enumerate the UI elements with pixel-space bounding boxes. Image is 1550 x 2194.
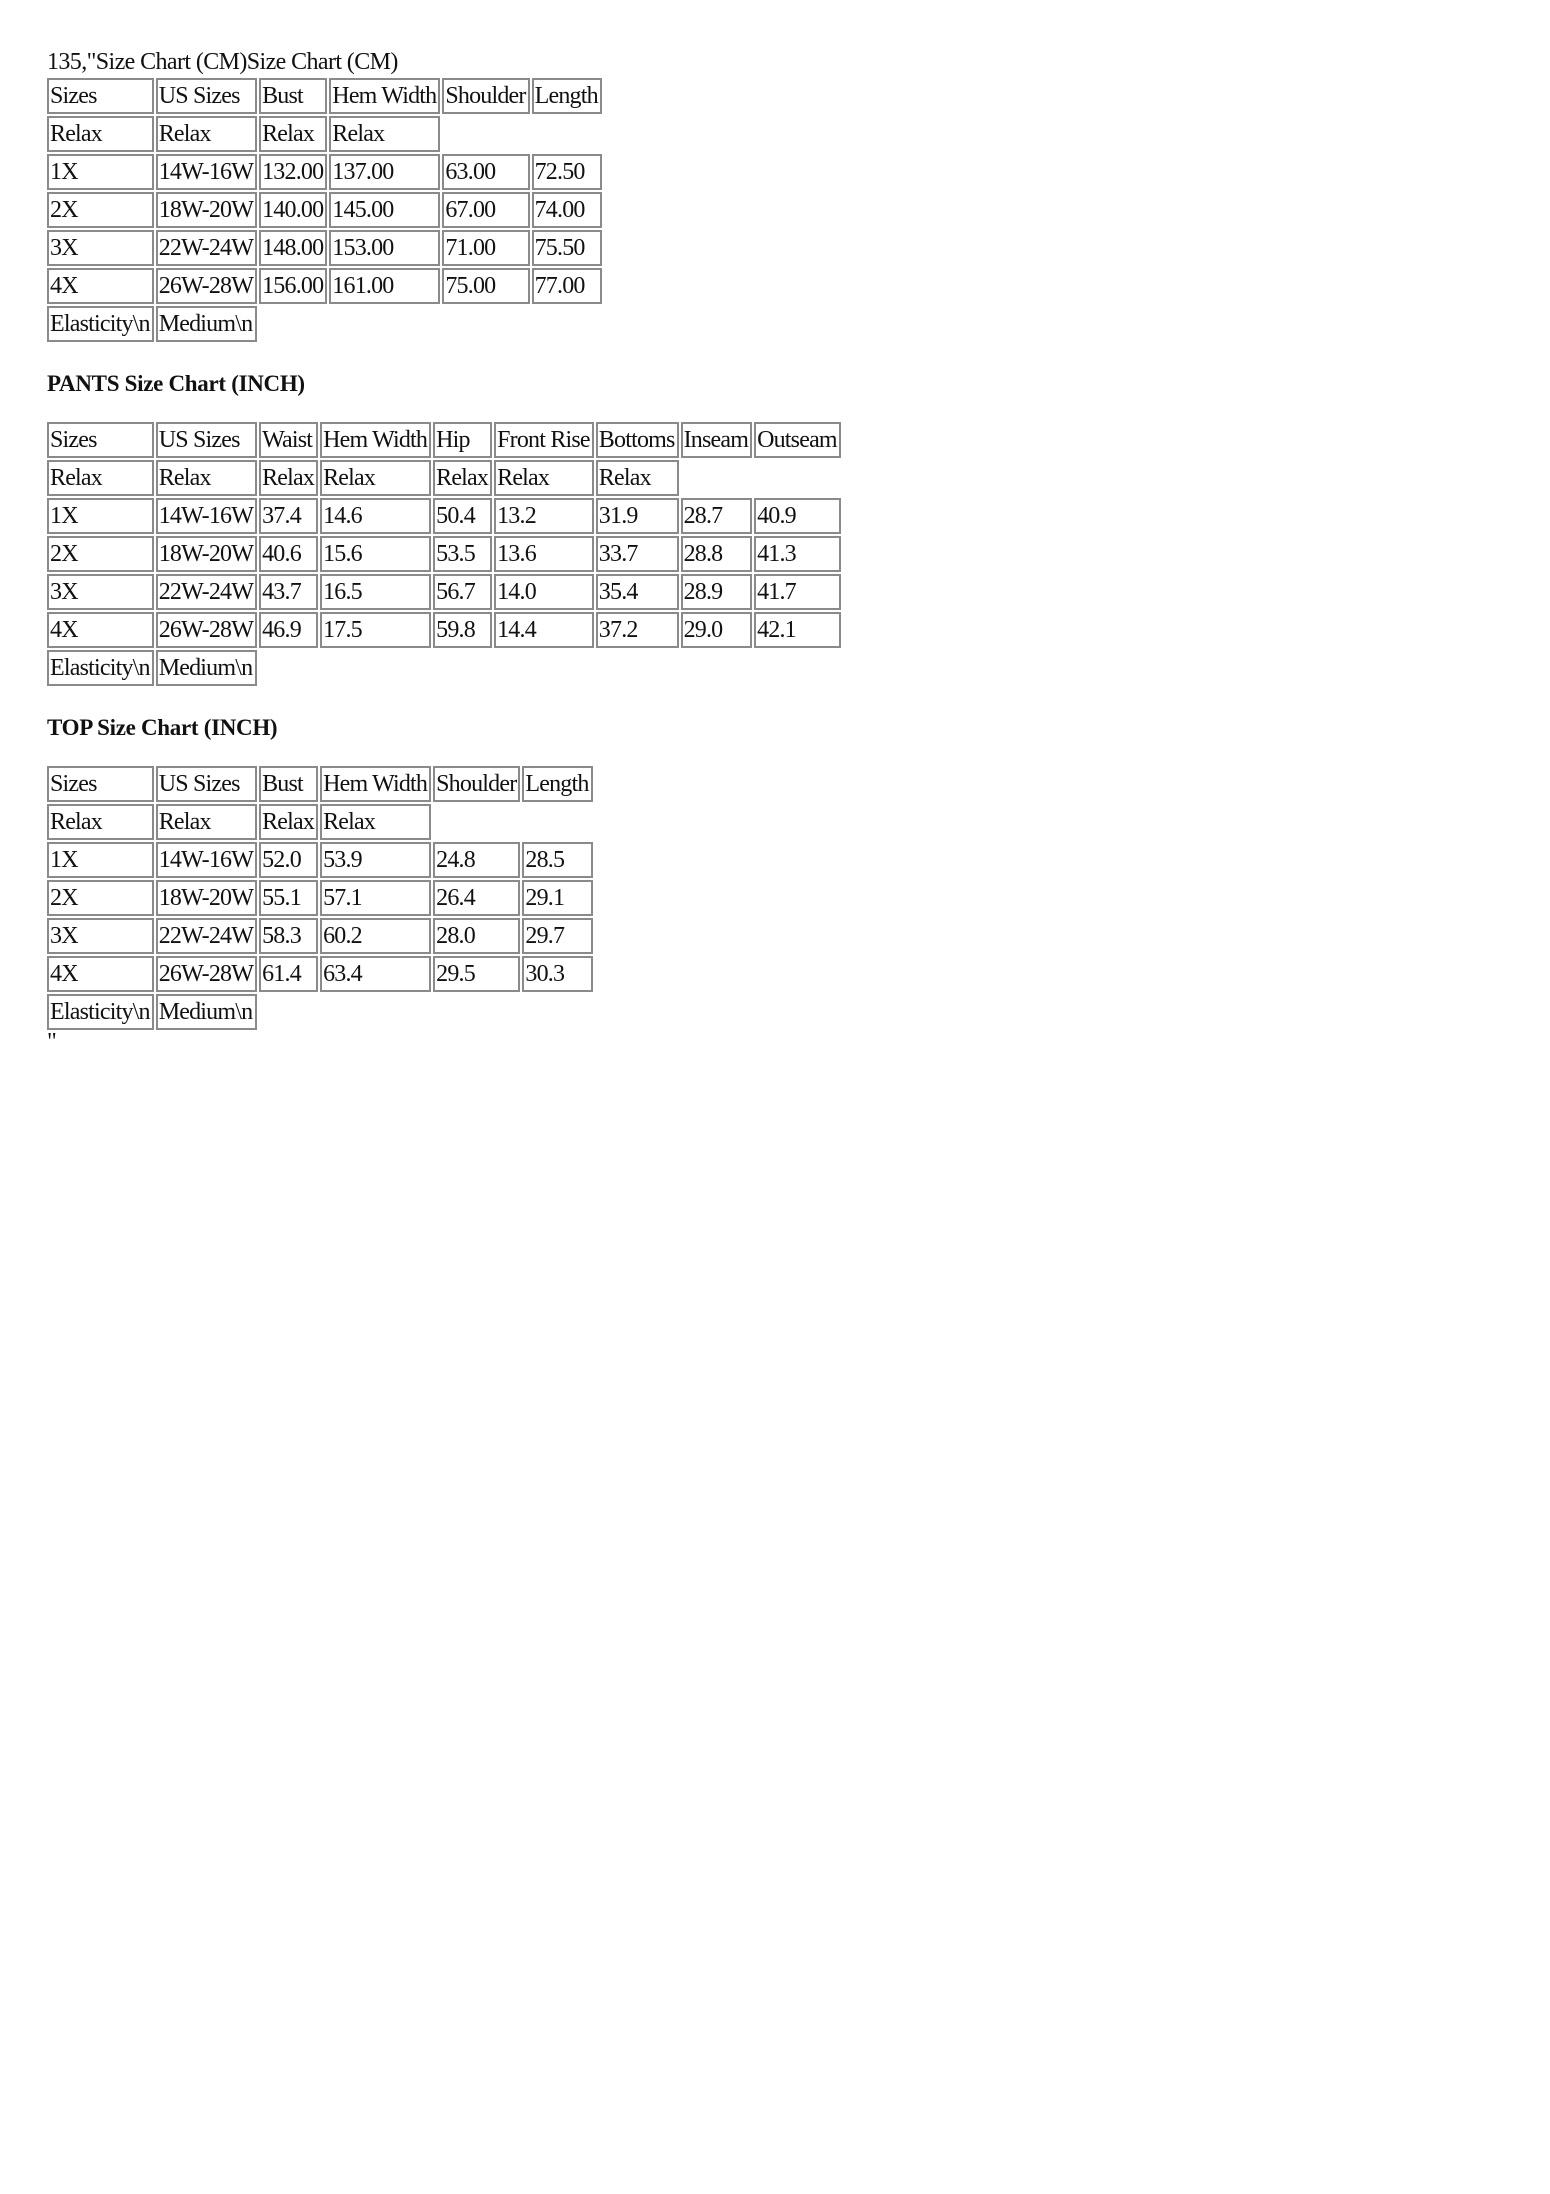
table-header-cell: Length [522, 766, 592, 802]
table-cell: 14W-16W [156, 154, 257, 190]
table-cell: 53.9 [320, 842, 431, 878]
table-cell [532, 116, 602, 152]
table-cell: Medium\n [156, 994, 257, 1030]
table-cell: Medium\n [156, 306, 257, 342]
table-cell: Relax [259, 460, 318, 496]
table-cell: 75.00 [442, 268, 529, 304]
table-cell: 17.5 [320, 612, 431, 648]
table-cell: 4X [47, 956, 154, 992]
table-cell: 35.4 [596, 574, 679, 610]
table-cell: 56.7 [433, 574, 492, 610]
table-cell: 28.7 [681, 498, 753, 534]
table-cell: 1X [47, 498, 154, 534]
table-cell: 31.9 [596, 498, 679, 534]
table-row [47, 116, 602, 152]
table-cell: 2X [47, 880, 154, 916]
table-cell [754, 460, 841, 496]
table-cell [442, 116, 529, 152]
table-cell: 29.0 [681, 612, 753, 648]
top-size-table [45, 764, 595, 1032]
table-row [47, 918, 593, 954]
table-cell: 61.4 [259, 956, 318, 992]
table-cell: 18W-20W [156, 192, 257, 228]
table-cell: 28.9 [681, 574, 753, 610]
table-cell: 3X [47, 230, 154, 266]
table-row [47, 268, 602, 304]
table-cell [433, 804, 520, 840]
table-header-row [47, 422, 841, 458]
table-row [47, 574, 841, 610]
table-cell: 18W-20W [156, 536, 257, 572]
table-cell [522, 804, 592, 840]
table-cell [433, 650, 492, 686]
table-row [47, 804, 593, 840]
top-section-title: TOP Size Chart (INCH) [47, 715, 278, 740]
table-cell: 14.0 [494, 574, 594, 610]
table-cell: 140.00 [259, 192, 327, 228]
table-cell: 28.5 [522, 842, 592, 878]
table-cell: 30.3 [522, 956, 592, 992]
table-cell [433, 994, 520, 1030]
table-cell: Relax [156, 804, 257, 840]
table-row [47, 612, 841, 648]
table-cell: 2X [47, 192, 154, 228]
table-cell: 74.00 [532, 192, 602, 228]
table-cell: 58.3 [259, 918, 318, 954]
table-cell: Relax [47, 460, 154, 496]
table-cell: 41.3 [754, 536, 841, 572]
table-cell: 40.9 [754, 498, 841, 534]
table-cell: 22W-24W [156, 230, 257, 266]
table-cell: Relax [320, 804, 431, 840]
table-cell: 72.50 [532, 154, 602, 190]
table-cell: Relax [156, 460, 257, 496]
table-row [47, 306, 602, 342]
table-header-cell: US Sizes [156, 78, 257, 114]
table-cell: 16.5 [320, 574, 431, 610]
table-cell: 29.1 [522, 880, 592, 916]
table-cell: 75.50 [532, 230, 602, 266]
table-cell: 28.8 [681, 536, 753, 572]
table-cell: 3X [47, 918, 154, 954]
table-cell: 33.7 [596, 536, 679, 572]
table-cell: Relax [259, 116, 327, 152]
table-cell: 161.00 [329, 268, 440, 304]
table-cell: 55.1 [259, 880, 318, 916]
table-cell [442, 306, 529, 342]
table-cell: Elasticity\n [47, 306, 154, 342]
table-cell: Relax [259, 804, 318, 840]
table-header-cell: Hem Width [320, 422, 431, 458]
table-cell [259, 650, 318, 686]
table-cell [320, 650, 431, 686]
table-cell [681, 650, 753, 686]
table-cell: Elasticity\n [47, 994, 154, 1030]
table-cell: 14.6 [320, 498, 431, 534]
table-row [47, 536, 841, 572]
table-cell: Medium\n [156, 650, 257, 686]
table-cell: 153.00 [329, 230, 440, 266]
table-row [47, 154, 602, 190]
table-cell: Relax [596, 460, 679, 496]
table-cell: 18W-20W [156, 880, 257, 916]
pants-size-table [45, 420, 843, 688]
table-cell: 52.0 [259, 842, 318, 878]
table-header-cell: Waist [259, 422, 318, 458]
table-cell: 50.4 [433, 498, 492, 534]
table-cell [754, 650, 841, 686]
table-row [47, 192, 602, 228]
table-cell: 53.5 [433, 536, 492, 572]
table-cell: 43.7 [259, 574, 318, 610]
table-cell [532, 306, 602, 342]
end-mark: " [47, 1029, 57, 1055]
table-header-cell: Hip [433, 422, 492, 458]
table-cell: 1X [47, 154, 154, 190]
table-cell: 4X [47, 612, 154, 648]
table-cell: 148.00 [259, 230, 327, 266]
table-row [47, 460, 841, 496]
table-cell: 22W-24W [156, 918, 257, 954]
table-header-cell: Bust [259, 766, 318, 802]
table-row [47, 842, 593, 878]
cm-size-table [45, 76, 604, 344]
table-cell: 26W-28W [156, 956, 257, 992]
table-cell [596, 650, 679, 686]
document [47, 48, 1447, 1055]
table-cell: 26.4 [433, 880, 520, 916]
table-header-cell: Hem Width [320, 766, 431, 802]
table-cell: Relax [329, 116, 440, 152]
table-cell: 40.6 [259, 536, 318, 572]
table-cell: 67.00 [442, 192, 529, 228]
table-header-cell: Sizes [47, 78, 154, 114]
table-header-row [47, 766, 593, 802]
table-cell: 60.2 [320, 918, 431, 954]
table-cell: 71.00 [442, 230, 529, 266]
table-header-cell: US Sizes [156, 766, 257, 802]
table-cell: 14W-16W [156, 498, 257, 534]
table-header-cell: Bust [259, 78, 327, 114]
table-cell [681, 460, 753, 496]
table-cell: 46.9 [259, 612, 318, 648]
table-cell: Relax [47, 116, 154, 152]
table-cell: 37.2 [596, 612, 679, 648]
table-cell [320, 994, 431, 1030]
table-row [47, 650, 841, 686]
table-cell: 29.5 [433, 956, 520, 992]
table-cell: 1X [47, 842, 154, 878]
table-header-cell: Inseam [681, 422, 753, 458]
table-cell: 26W-28W [156, 268, 257, 304]
table-cell: 24.8 [433, 842, 520, 878]
table-cell: 4X [47, 268, 154, 304]
table-header-cell: US Sizes [156, 422, 257, 458]
table-cell: Relax [47, 804, 154, 840]
table-cell: 28.0 [433, 918, 520, 954]
table-cell: 15.6 [320, 536, 431, 572]
table-header-cell: Sizes [47, 766, 154, 802]
table-cell: 22W-24W [156, 574, 257, 610]
table-cell: 3X [47, 574, 154, 610]
table-cell: 29.7 [522, 918, 592, 954]
table-cell [259, 306, 327, 342]
table-cell: Relax [320, 460, 431, 496]
table-cell: 145.00 [329, 192, 440, 228]
table-cell: 14W-16W [156, 842, 257, 878]
table-cell: 13.6 [494, 536, 594, 572]
table-cell: 14.4 [494, 612, 594, 648]
table-cell: Relax [494, 460, 594, 496]
table-row [47, 230, 602, 266]
table-cell: 63.00 [442, 154, 529, 190]
table-cell: 137.00 [329, 154, 440, 190]
table-cell [259, 994, 318, 1030]
table-header-cell: Bottoms [596, 422, 679, 458]
table-row [47, 498, 841, 534]
table-cell: 2X [47, 536, 154, 572]
table-header-cell: Front Rise [494, 422, 594, 458]
table-cell: 156.00 [259, 268, 327, 304]
table-cell: Elasticity\n [47, 650, 154, 686]
table-cell [522, 994, 592, 1030]
table-header-cell: Outseam [754, 422, 841, 458]
table-cell: 59.8 [433, 612, 492, 648]
table-cell [329, 306, 440, 342]
table-cell: Relax [156, 116, 257, 152]
table-header-cell: Length [532, 78, 602, 114]
table-cell: 63.4 [320, 956, 431, 992]
pants-section-title: PANTS Size Chart (INCH) [47, 371, 305, 396]
table-cell: Relax [433, 460, 492, 496]
table-header-cell: Shoulder [442, 78, 529, 114]
table-cell: 13.2 [494, 498, 594, 534]
table-row [47, 956, 593, 992]
table-header-cell: Hem Width [329, 78, 440, 114]
table-header-cell: Sizes [47, 422, 154, 458]
table-header-cell: Shoulder [433, 766, 520, 802]
table-cell: 42.1 [754, 612, 841, 648]
table-row [47, 994, 593, 1030]
header-line: 135,"Size Chart (CM)Size Chart (CM) [47, 49, 398, 75]
table-cell [494, 650, 594, 686]
table-cell: 41.7 [754, 574, 841, 610]
table-row [47, 880, 593, 916]
table-cell: 132.00 [259, 154, 327, 190]
table-header-row [47, 78, 602, 114]
table-cell: 57.1 [320, 880, 431, 916]
table-cell: 26W-28W [156, 612, 257, 648]
table-cell: 37.4 [259, 498, 318, 534]
table-cell: 77.00 [532, 268, 602, 304]
